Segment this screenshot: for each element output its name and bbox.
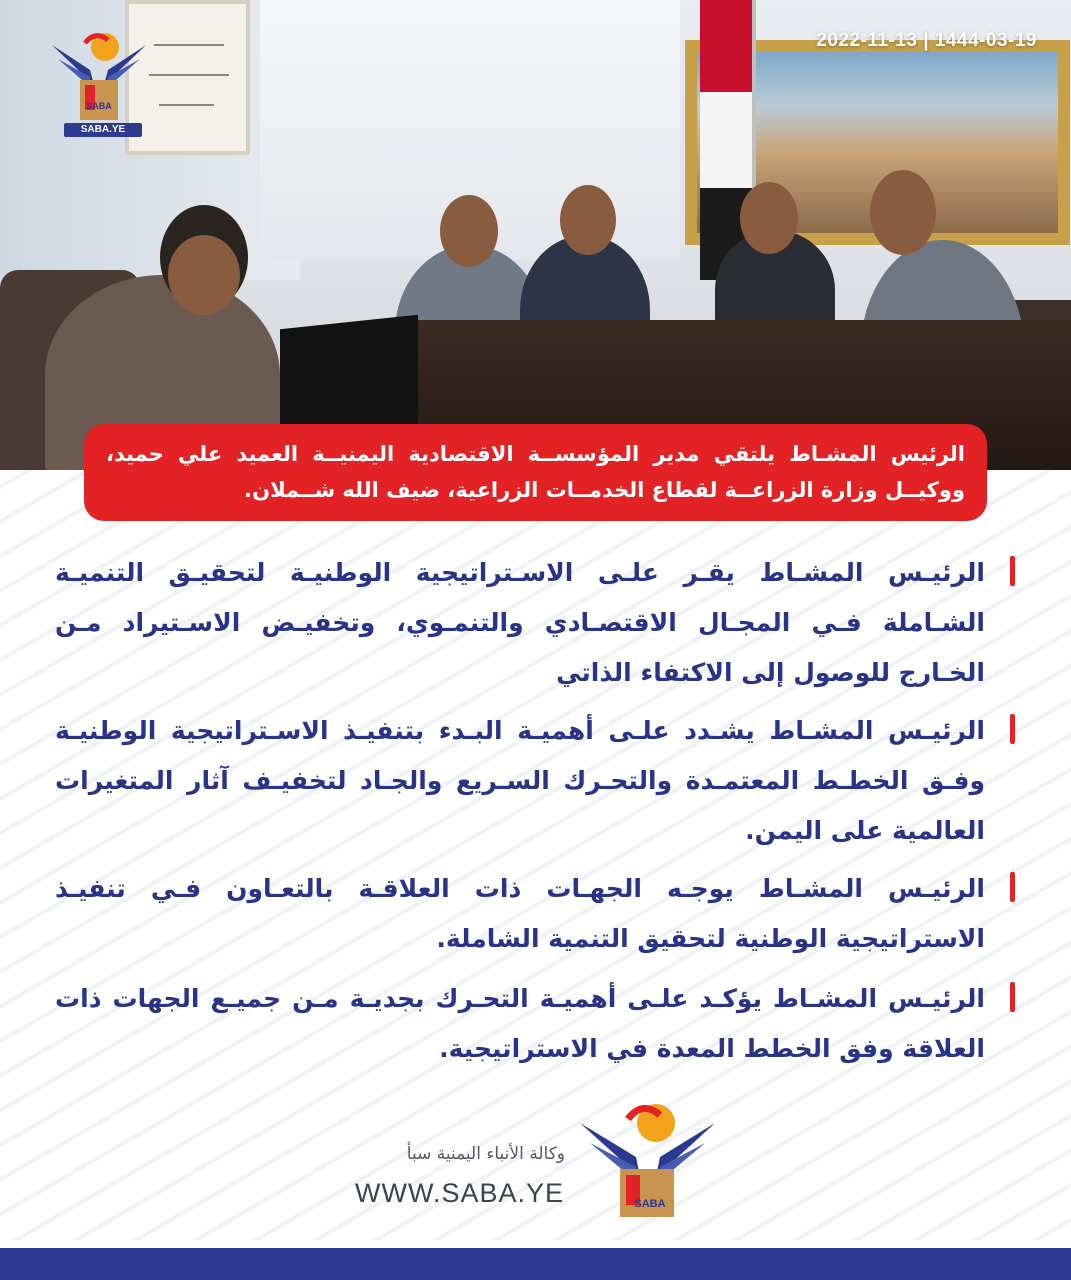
point-text: الرئيـس المشـاط يوجـه الجهـات ذات العلاقـة بالتعـاون فـي تنفيـذ الاستراتيجية الوطنية لتحقيق التنمية الشاملة. <box>55 874 985 953</box>
point-text: الرئيـس المشـاط يؤكـد علـى أهميـة التحـرك بجديـة مـن جميـع الجهات ذات العلاقة وفق الخطط المعدة في الاستراتيجية. <box>55 984 985 1063</box>
point-text: الرئيـس المشـاط يشـدد علـى أهميـة البـدء بتنفيـذ الاسـتراتيجية الوطنيـة وفـق الخطـط المعتمـدة والتحـرك السـريع والجـاد لتخفيـف آثار المتغيرات العالمية على اليمن. <box>55 716 985 845</box>
point-item <box>55 974 1015 1074</box>
saba-badge: SABA.YE <box>64 123 142 137</box>
point-text: الرئيـس المشـاط يقـر علـى الاسـتراتيجية الوطنيـة لتحقيـق التنميـة الشـاملة فـي المجـال الاقتصـادي والتنمـوي، وتخفيـض الاسـتيراد مـن الخـارج للوصول إلى الاكتفاء الذاتي <box>55 558 985 687</box>
point-marker <box>1010 714 1015 744</box>
saba-logo <box>50 25 148 137</box>
meeting-photo <box>0 0 1071 470</box>
svg-text:SABA: SABA <box>634 1198 666 1210</box>
point-item <box>55 706 1015 856</box>
point-marker <box>1010 556 1015 586</box>
website-link[interactable]: WWW.SABA.YE <box>355 1178 565 1208</box>
saba-logo-footer <box>580 1095 715 1220</box>
agency-name: وكالة الأنباء اليمنية سبأ <box>406 1144 565 1164</box>
saba-bird-icon <box>580 1095 715 1220</box>
point-item <box>55 548 1015 698</box>
bottom-bar <box>0 1248 1071 1280</box>
headline-box: الرئيس المشـاط يلتقي مدير المؤسســة الاقتصادية اليمنيــة العميد علي حميد، ووكيــل وزارة الزراعــة لقطاع الخدمــات الزراعية، ضيف الله شــملان. <box>84 424 987 521</box>
point-marker <box>1010 982 1015 1012</box>
saba-bird-icon <box>50 25 148 125</box>
point-item <box>55 864 1015 964</box>
point-marker <box>1010 872 1015 902</box>
svg-text:SABA: SABA <box>86 101 112 111</box>
date-label: 2022-11-13 | 1444-03-19 <box>816 30 1037 51</box>
